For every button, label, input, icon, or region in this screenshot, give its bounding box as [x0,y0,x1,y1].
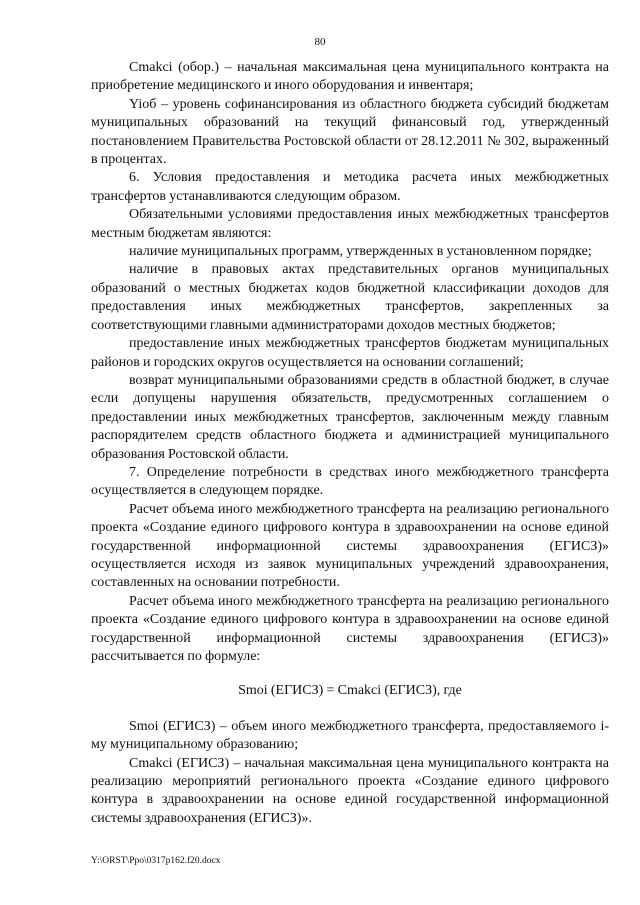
paragraph-section-6: 6. Условия предоставления и методика расчета иных межбюджетных трансфертов устанавливаются следующим образом. [91,170,609,204]
document-body [91,59,609,828]
paragraph-condition-refund: возврат муниципальными образованиями средств в областной бюджет, в случае если допущены нарушения обязательств, предусмотренных соглашением о предоставлении иных межбюджетных трансфертов, заключенным между главным распорядителем средств областного бюджета и администрацией муниципального образования Ростовской области. [91,372,609,462]
paragraph-mandatory-conditions: Обязательными условиями предоставления иных межбюджетных трансфертов местным бюджетам являются: [91,207,609,241]
formula: Smoi (ЕГИСЗ) = Cmakci (ЕГИСЗ), где [238,683,462,699]
paragraph-condition-agreements: предоставление иных межбюджетных трансфертов бюджетам муниципальных районов и городских округов осуществляется на основании соглашений; [91,336,609,370]
paragraph-cmakci-obor: Cmakci (обор.) – начальная максимальная цена муниципального контракта на приобретение медицинского и иного оборудования и инвентаря; [91,60,609,94]
paragraph-cmakci-egisz-definition: Cmakci (ЕГИСЗ) – начальная максимальная цена муниципального контракта на реализацию мероприятий регионального проекта «Создание единого цифрового контура в здравоохранении на основе единой государственной информационной системы здравоохранения (ЕГИСЗ)». [91,755,609,826]
paragraph-yiob: Yioб – уровень софинансирования из областного бюджета субсидий бюджетам муниципальных образований на текущий финансовый год, утвержденный постановлением Правительства Ростовской области от 28.12.2011 № 302, выраженный в процентах. [91,96,609,168]
paragraph-section-7: 7. Определение потребности в средствах иного межбюджетного трансферта осуществляется в следующем порядке. [91,464,609,499]
paragraph-smoi-definition: Smoi (ЕГИСЗ) – объем иного межбюджетного трансферта, предоставляемого i-му муниципальному образованию; [91,718,609,753]
paragraph-calculation-formula-intro: Расчет объема иного межбюджетного трансферта на реализацию регионального проекта «Создание единого цифрового контура в здравоохранении на основе единой государственной информационной системы здравоохранения (ЕГИСЗ)» рассчитывается по формуле: [91,593,609,664]
paragraph-condition-budget-codes: наличие в правовых актах представительных органов муниципальных образований о местных бюджетах кодов бюджетной классификации доходов для предоставления иных межбюджетных трансфертов, закрепленных за соответствующими главными администраторами доходов местных бюджетов; [91,262,609,333]
page-number: 80 [314,36,326,48]
paragraph-condition-programs: наличие муниципальных программ, утвержденных в установленном порядке; [129,244,592,260]
paragraph-calculation-requests: Расчет объема иного межбюджетного трансферта на реализацию регионального проекта «Создание единого цифрового контура в здравоохранении на основе единой государственной информационной системы здравоохранения (ЕГИСЗ)» осуществляется исходя из заявок муниципальных учреждений здравоохранения, составленных на основании потребности. [91,501,609,591]
file-path-footer: Y:\ORST\Ppo\0317p162.f20.docx [91,856,221,866]
